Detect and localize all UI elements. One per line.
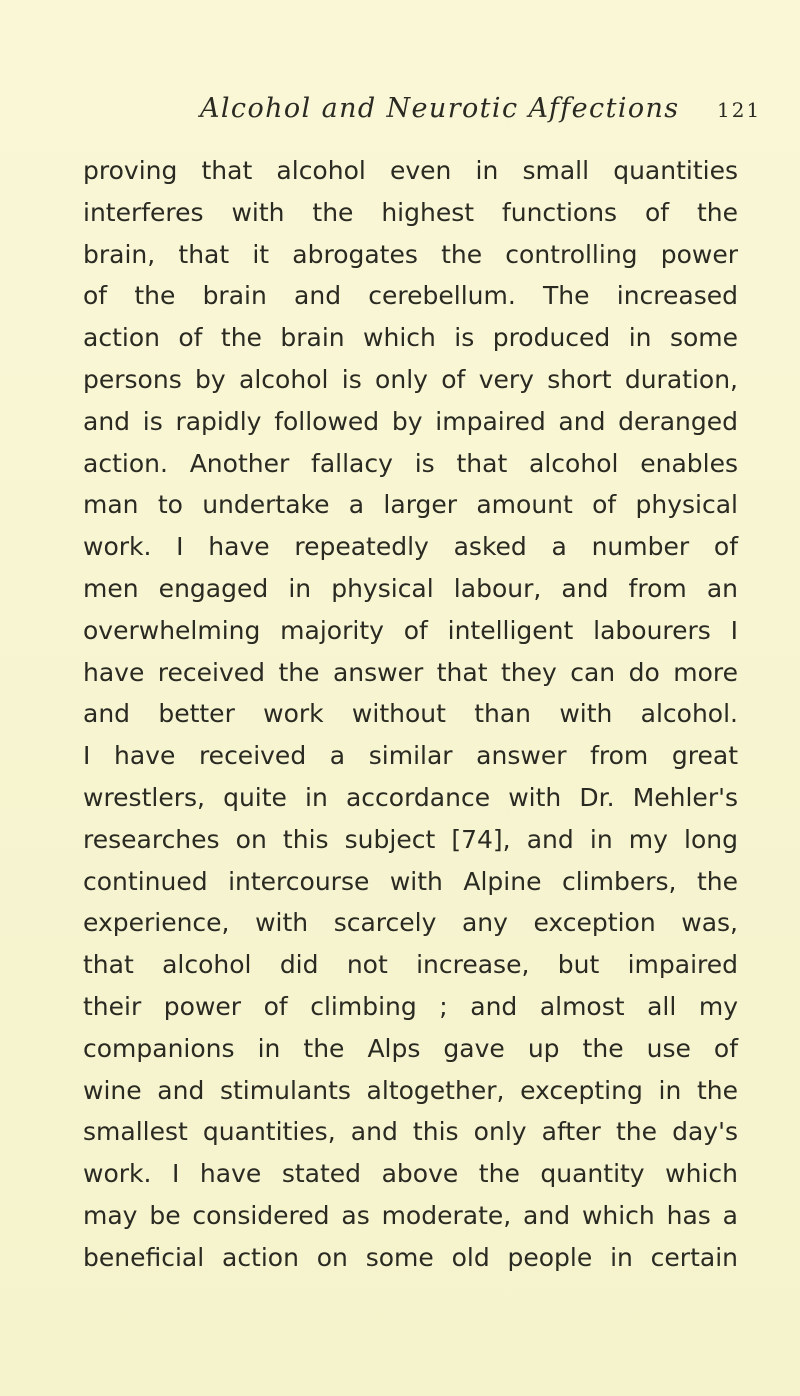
text-line: I have received a similar answer from great — [83, 741, 738, 771]
text-line: interferes with the highest functions of the — [83, 197, 738, 227]
text-line: of the brain and cerebellum. The increased — [83, 281, 738, 311]
text-line: and is rapidly followed by impaired and deranged — [83, 406, 738, 436]
text-line: brain, that it abrogates the controlling power — [83, 239, 738, 269]
text-line: work. I have repeatedly asked a number of — [83, 532, 738, 562]
text-line: man to undertake a larger amount of physical — [83, 490, 738, 520]
text-line: their power of climbing ; and almost all my — [83, 991, 738, 1021]
text-line: beneficial action on some old people in certain — [83, 1242, 738, 1272]
running-header — [200, 93, 762, 133]
text-line: work. I have stated above the quantity which — [83, 1159, 738, 1189]
text-line: that alcohol did not increase, but impaired — [83, 950, 738, 980]
text-line: wine and stimulants altogether, excepting in the — [83, 1075, 738, 1105]
text-line: proving that alcohol even in small quantities — [83, 156, 738, 185]
text-line: wrestlers, quite in accordance with Dr. Mehler's — [83, 782, 738, 812]
text-line: and better work without than with alcohol. — [83, 699, 738, 729]
text-line: researches on this subject [74], and in my long — [83, 824, 738, 854]
text-line: experience, with scarcely any exception was, — [83, 908, 738, 938]
text-line: have received the answer that they can do more — [83, 657, 738, 687]
text-line: action of the brain which is produced in some — [83, 323, 738, 353]
text-line: continued intercourse with Alpine climbers, the — [83, 866, 738, 896]
text-line: smallest quantities, and this only after the day's — [83, 1117, 738, 1147]
text-line: may be considered as moderate, and which has a — [83, 1200, 738, 1230]
text-line: companions in the Alps gave up the use of — [83, 1033, 738, 1063]
text-line: men engaged in physical labour, and from an — [83, 573, 738, 603]
page-number: 121 — [717, 98, 762, 122]
text-line: overwhelming majority of intelligent labourers I — [83, 615, 738, 645]
body-text — [83, 150, 738, 1279]
text-line: action. Another fallacy is that alcohol enables — [83, 448, 738, 478]
running-title: Alcohol and Neurotic Affections — [200, 93, 680, 124]
text-line: persons by alcohol is only of very short duration, — [83, 364, 738, 394]
